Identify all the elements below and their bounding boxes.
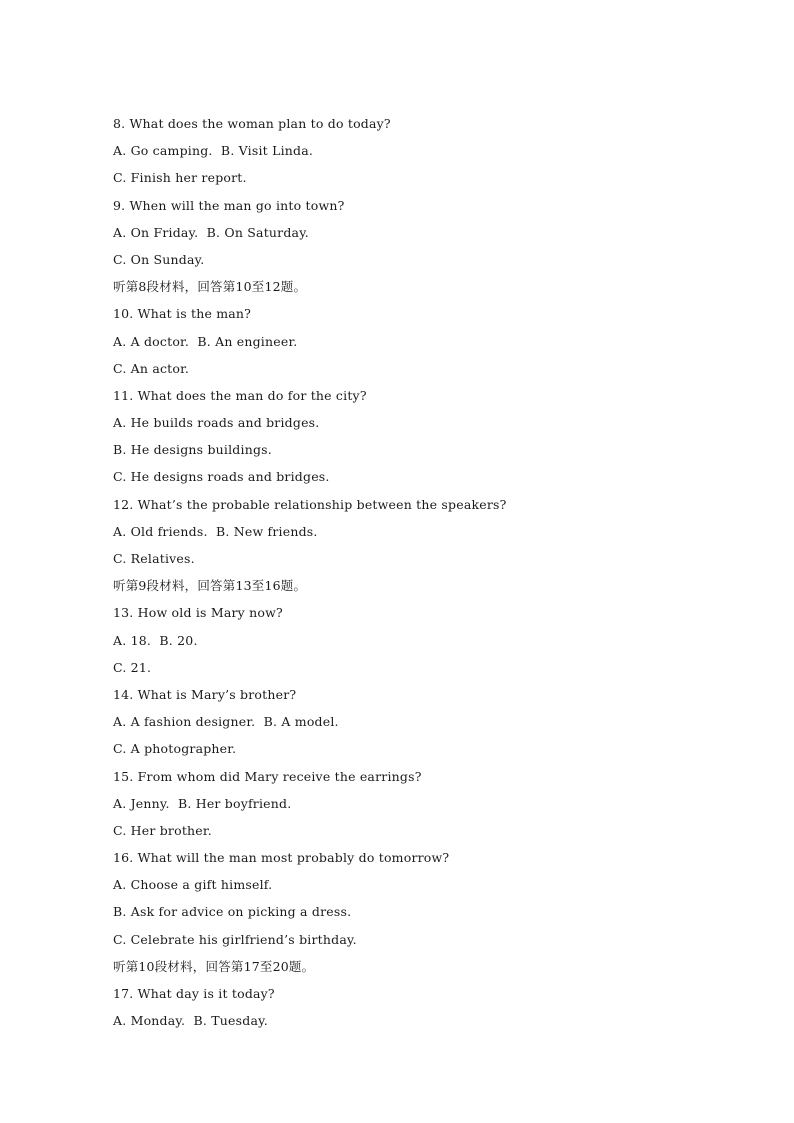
answer-option: C. On Sunday. xyxy=(113,251,205,267)
answer-options: A. On Friday. B. On Saturday. xyxy=(113,224,309,240)
question-10: 10. What is the man? xyxy=(113,306,252,322)
question-9: 9. When will the man go into town? xyxy=(113,197,345,213)
question-list xyxy=(113,114,713,1038)
answer-option: C. An actor. xyxy=(113,360,190,376)
answer-options: A. Old friends. B. New friends. xyxy=(113,523,318,539)
section-instruction: 听第8段材料，回答第10至12题。 xyxy=(113,279,307,295)
answer-options: A. Go camping. B. Visit Linda. xyxy=(113,143,314,159)
answer-options: A. Jenny. B. Her boyfriend. xyxy=(113,795,292,811)
section-instruction: 听第9段材料，回答第13至16题。 xyxy=(113,578,307,594)
answer-options: A. Monday. B. Tuesday. xyxy=(113,1013,268,1029)
answer-option: C. 21. xyxy=(113,659,152,675)
question-15: 15. From whom did Mary receive the earrings? xyxy=(113,768,422,784)
answer-options: A. 18. B. 20. xyxy=(113,632,198,648)
question-16: 16. What will the man most probably do tomorrow? xyxy=(113,850,450,866)
answer-option: C. Finish her report. xyxy=(113,170,247,186)
question-13: 13. How old is Mary now? xyxy=(113,605,283,621)
answer-option: B. He designs buildings. xyxy=(113,442,272,458)
answer-option: A. He builds roads and bridges. xyxy=(113,415,320,431)
answer-option: C. Her brother. xyxy=(113,822,212,838)
answer-options: A. A fashion designer. B. A model. xyxy=(113,714,339,730)
answer-option: C. A photographer. xyxy=(113,741,237,757)
answer-option: C. Relatives. xyxy=(113,551,195,566)
section-instruction: 听第10段材料，回答第17至20题。 xyxy=(113,958,315,974)
answer-option: C. He designs roads and bridges. xyxy=(113,469,330,485)
question-8: 8. What does the woman plan to do today? xyxy=(113,116,391,131)
question-11: 11. What does the man do for the city? xyxy=(113,387,367,403)
question-12: 12. What’s the probable relationship between the speakers? xyxy=(113,496,507,512)
answer-option: A. Choose a gift himself. xyxy=(113,877,273,893)
answer-option: C. Celebrate his girlfriend’s birthday. xyxy=(113,931,357,947)
answer-option: B. Ask for advice on picking a dress. xyxy=(113,904,352,920)
question-14: 14. What is Mary’s brother? xyxy=(113,686,297,702)
question-17: 17. What day is it today? xyxy=(113,986,275,1001)
answer-options: A. A doctor. B. An engineer. xyxy=(113,333,298,349)
